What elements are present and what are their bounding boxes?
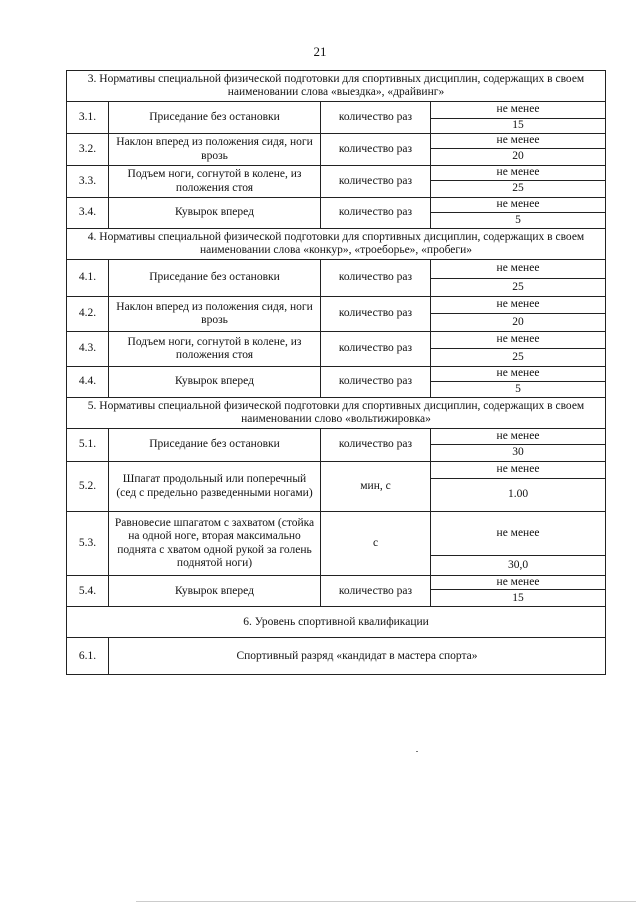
section-header-row — [67, 607, 606, 638]
table-row — [67, 102, 606, 119]
norm-qualifier: не менее — [431, 367, 606, 382]
unit-of-measure: количество раз — [321, 260, 431, 297]
norm-qualifier: не менее — [431, 512, 606, 556]
exercise-name: Приседание без остановки — [109, 260, 321, 297]
section-title: 6. Уровень спортивной квалификации — [67, 607, 606, 638]
norm-value: 15 — [431, 590, 606, 607]
table-row — [67, 512, 606, 556]
table-row — [67, 429, 606, 445]
item-number: 5.3. — [67, 512, 109, 576]
item-number: 5.4. — [67, 576, 109, 607]
norm-value: 25 — [431, 181, 606, 198]
exercise-name: Кувырок вперед — [109, 198, 321, 229]
section-title: 3. Нормативы специальной физической подготовки для спортивных дисциплин, содержащих в своем наименовании слова «выездка», «драйвинг» — [67, 71, 606, 102]
norm-qualifier: не менее — [431, 297, 606, 314]
unit-of-measure: количество раз — [321, 166, 431, 198]
item-number: 4.1. — [67, 260, 109, 297]
unit-of-measure: количество раз — [321, 134, 431, 166]
table-row — [67, 134, 606, 149]
unit-of-measure: количество раз — [321, 297, 431, 332]
item-number: 5.1. — [67, 429, 109, 462]
exercise-name: Наклон вперед из положения сидя, ноги врозь — [109, 297, 321, 332]
table-row — [67, 332, 606, 349]
exercise-name: Наклон вперед из положения сидя, ноги врозь — [109, 134, 321, 166]
section-title: 5. Нормативы специальной физической подготовки для спортивных дисциплин, содержащих в своем наименовании слово «вольтижировка» — [67, 398, 606, 429]
exercise-name: Приседание без остановки — [109, 102, 321, 134]
section-header-row — [67, 398, 606, 429]
norm-value: 30 — [431, 445, 606, 462]
norm-qualifier: не менее — [431, 429, 606, 445]
table-row — [67, 462, 606, 479]
norm-qualifier: не менее — [431, 576, 606, 590]
item-number: 4.2. — [67, 297, 109, 332]
unit-of-measure: количество раз — [321, 198, 431, 229]
section-title: 4. Нормативы специальной физической подготовки для спортивных дисциплин, содержащих в своем наименовании слова «конкур», «троеборье», «пробеги» — [67, 229, 606, 260]
item-number: 4.3. — [67, 332, 109, 367]
exercise-name: Шпагат продольный или поперечный (сед с предельно разведенными ногами) — [109, 462, 321, 512]
item-number: 3.4. — [67, 198, 109, 229]
norms-table — [66, 70, 606, 675]
qualification-text: Спортивный разряд «кандидат в мастера спорта» — [109, 638, 606, 675]
unit-of-measure: количество раз — [321, 367, 431, 398]
section-header-row — [67, 229, 606, 260]
item-number: 3.2. — [67, 134, 109, 166]
item-number: 3.3. — [67, 166, 109, 198]
norm-value: 5 — [431, 213, 606, 229]
norm-value: 25 — [431, 279, 606, 297]
exercise-name: Кувырок вперед — [109, 367, 321, 398]
norm-qualifier: не менее — [431, 462, 606, 479]
item-number: 3.1. — [67, 102, 109, 134]
unit-of-measure: с — [321, 512, 431, 576]
item-number: 6.1. — [67, 638, 109, 675]
exercise-name: Подъем ноги, согнутой в колене, из положения стоя — [109, 166, 321, 198]
norm-value: 25 — [431, 349, 606, 367]
page-number: 21 — [313, 44, 327, 59]
norm-value: 1.00 — [431, 479, 606, 512]
item-number: 5.2. — [67, 462, 109, 512]
exercise-name: Приседание без остановки — [109, 429, 321, 462]
table-row — [67, 576, 606, 590]
unit-of-measure: количество раз — [321, 576, 431, 607]
unit-of-measure: количество раз — [321, 429, 431, 462]
norms-table-body — [67, 71, 606, 675]
norm-value: 20 — [431, 149, 606, 166]
unit-of-measure: мин, с — [321, 462, 431, 512]
norm-value: 30,0 — [431, 556, 606, 576]
table-row — [67, 198, 606, 213]
exercise-name: Равновесие шпагатом с захватом (стойка на одной ноге, вторая максимально поднята с хватом одной рукой за голень поднятой ноги) — [109, 512, 321, 576]
table-row — [67, 297, 606, 314]
unit-of-measure: количество раз — [321, 332, 431, 367]
scan-edge-line — [136, 901, 636, 902]
norm-value: 5 — [431, 382, 606, 398]
scan-speck — [416, 751, 418, 752]
table-row — [67, 260, 606, 279]
norm-value: 15 — [431, 119, 606, 134]
item-number: 4.4. — [67, 367, 109, 398]
section-header-row — [67, 71, 606, 102]
exercise-name: Кувырок вперед — [109, 576, 321, 607]
unit-of-measure: количество раз — [321, 102, 431, 134]
norm-qualifier: не менее — [431, 260, 606, 279]
norm-qualifier: не менее — [431, 198, 606, 213]
exercise-name: Подъем ноги, согнутой в колене, из положения стоя — [109, 332, 321, 367]
table-row — [67, 367, 606, 382]
table-row — [67, 638, 606, 675]
norm-qualifier: не менее — [431, 102, 606, 119]
norm-qualifier: не менее — [431, 332, 606, 349]
table-row — [67, 166, 606, 181]
norm-qualifier: не менее — [431, 166, 606, 181]
norm-qualifier: не менее — [431, 134, 606, 149]
norm-value: 20 — [431, 314, 606, 332]
